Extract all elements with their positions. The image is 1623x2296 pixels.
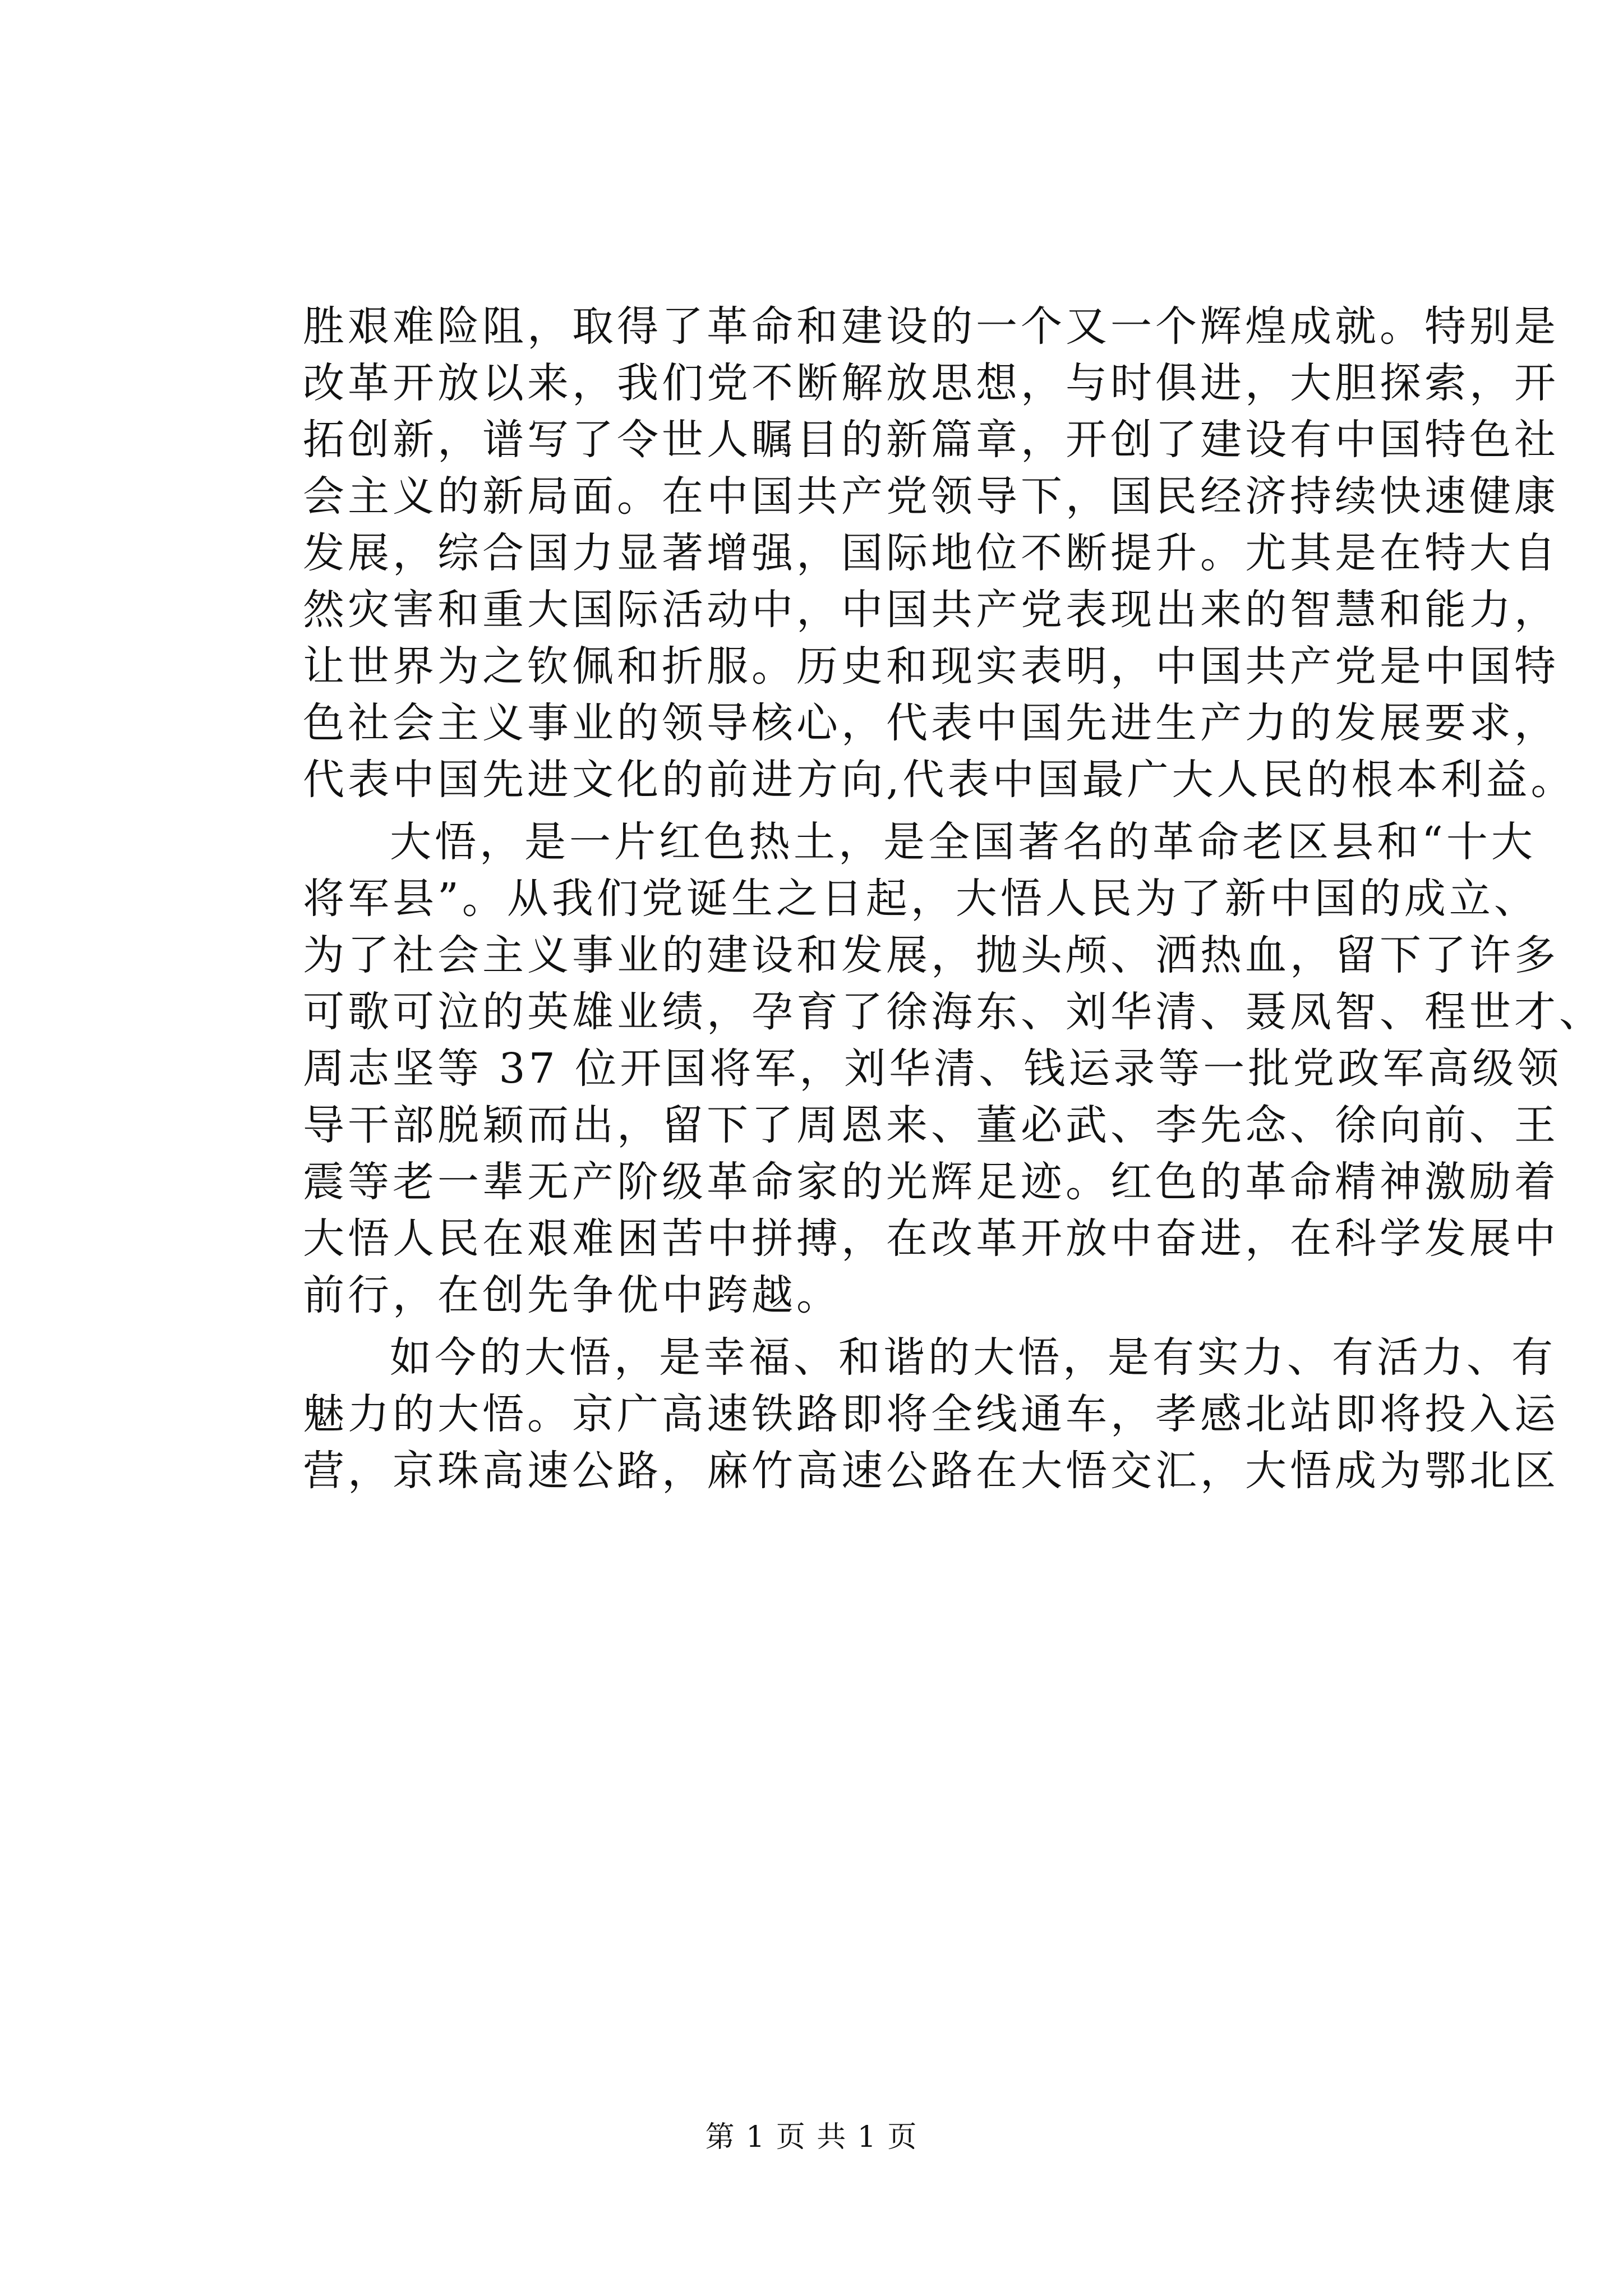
paragraph-1-line-4: 会主义的新局面。在中国共产党领导下，国民经济持续快速健康 <box>303 472 1559 521</box>
paragraph-2-line-7: 震等老一辈无产阶级革命家的光辉足迹。红色的革命精神激励着 <box>303 1158 1559 1206</box>
page-number-footer: 第 1 页 共 1 页 <box>705 2120 918 2154</box>
paragraph-1-line-6: 然灾害和重大国际活动中，中国共产党表现出来的智慧和能力， <box>303 586 1559 634</box>
document-body <box>303 298 1604 1499</box>
paragraph-2-line-6: 导干部脱颖而出，留下了周恩来、董必武、李先念、徐向前、王 <box>303 1101 1559 1149</box>
paragraph-1-line-5: 发展，综合国力显著增强，国际地位不断提升。尤其是在特大自 <box>303 529 1559 577</box>
paragraph-2-line-1: 大悟，是一片红色热土，是全国著名的革命老区县和“十大 <box>390 818 1536 866</box>
paragraph-1-line-8: 色社会主义事业的领导核心，代表中国先进生产力的发展要求， <box>303 699 1559 747</box>
paragraph-gap <box>303 808 1413 814</box>
paragraph-2-line-2: 将军县”。从我们党诞生之日起，大悟人民为了新中国的成立、 <box>303 875 1539 923</box>
paragraph-gap <box>303 1324 1413 1329</box>
paragraph-2-line-8: 大悟人民在艰难困苦中拼搏，在改革开放中奋进，在科学发展中 <box>303 1214 1559 1263</box>
paragraph-2-line-3: 为了社会主义事业的建设和发展，抛头颅、洒热血，留下了许多 <box>303 931 1559 979</box>
paragraph-3-line-1: 如今的大悟，是幸福、和谐的大悟，是有实力、有活力、有 <box>390 1333 1556 1382</box>
paragraph-1-line-1: 胜艰难险阻，取得了革命和建设的一个又一个辉煌成就。特别是 <box>303 302 1559 351</box>
paragraph-1-line-3: 拓创新，谱写了令世人瞩目的新篇章，开创了建设有中国特色社 <box>303 416 1559 464</box>
paragraph-3-line-2: 魅力的大悟。京广高速铁路即将全线通车，孝感北站即将投入运 <box>303 1390 1559 1438</box>
paragraph-2-line-4: 可歌可泣的英雄业绩，孕育了徐海东、刘华清、聂凤智、程世才、 <box>303 988 1604 1036</box>
paragraph-1-line-2: 改革开放以来，我们党不断解放思想，与时俱进，大胆探索，开 <box>303 359 1559 407</box>
paragraph-1-line-9: 代表中国先进文化的前进方向,代表中国最广大人民的根本利益。 <box>303 756 1576 804</box>
paragraph-2-line-9: 前行，在创先争优中跨越。 <box>303 1271 841 1319</box>
paragraph-3-line-3: 营，京珠高速公路，麻竹高速公路在大悟交汇，大悟成为鄂北区 <box>303 1447 1559 1495</box>
paragraph-1-line-7: 让世界为之钦佩和折服。历史和现实表明，中国共产党是中国特 <box>303 642 1559 691</box>
paragraph-2-line-5: 周志坚等 37 位开国将军，刘华清、钱运录等一批党政军高级领 <box>303 1045 1562 1093</box>
